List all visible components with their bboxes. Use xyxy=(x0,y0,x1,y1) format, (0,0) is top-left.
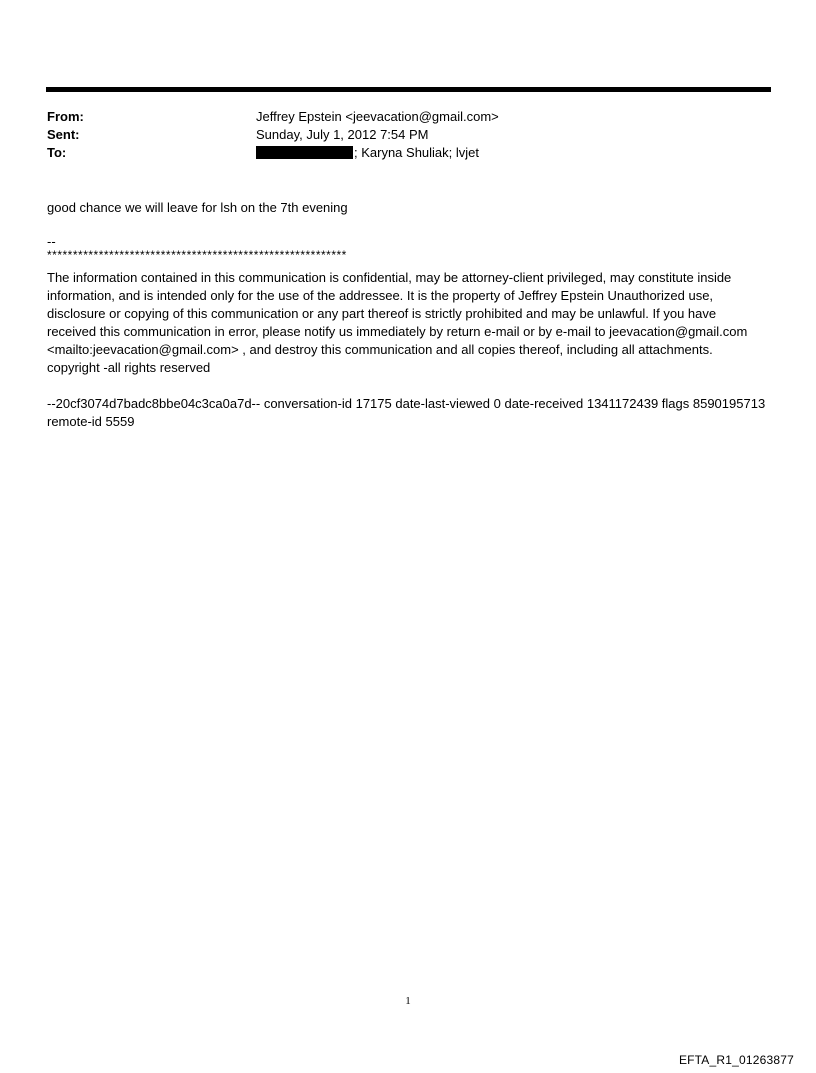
from-value: Jeffrey Epstein <jeevacation@gmail.com> xyxy=(256,109,499,124)
from-label: From: xyxy=(47,109,84,124)
asterisk-divider: ********************************************************** xyxy=(47,248,347,262)
page-number: 1 xyxy=(405,995,411,1007)
header-divider-rule xyxy=(46,87,771,92)
header-to-row xyxy=(47,144,747,161)
to-value-container xyxy=(256,144,479,161)
mime-boundary-metadata: --20cf3074d7badc8bbe04c3ca0a7d-- conversation-id 17175 date-last-viewed 0 date-received 1341172439 flags 8590195713 remote-id 5559 xyxy=(47,396,766,429)
confidentiality-disclaimer: The information contained in this communication is confidential, may be attorney-client privileged, may constitute inside information, and is intended only for the use of the addressee. It is the property of Jeffrey Epstein Unauthorized use, disclosure or copying of this communication or any part thereof is strictly prohibited and may be unlawful. If you have received this communication in error, please notify us immediately by return e-mail or by e-mail to jeevacation@gmail.com <mailto:jeevacation@gmail.com> , and destroy this communication and all copies thereof, including all attachments. copyright -all rights reserved xyxy=(47,270,748,375)
to-value: ; Karyna Shuliak; lvjet xyxy=(354,145,480,160)
bates-number: EFTA_R1_01263877 xyxy=(678,1053,794,1067)
header-from-row xyxy=(47,108,747,125)
sent-label: Sent: xyxy=(47,127,80,142)
signature-separator: -- xyxy=(47,234,56,249)
sent-value: Sunday, July 1, 2012 7:54 PM xyxy=(256,127,429,142)
redaction-block xyxy=(256,146,353,159)
message-body-text: good chance we will leave for lsh on the 7th evening xyxy=(47,200,348,215)
to-label: To: xyxy=(47,145,67,160)
header-sent-row xyxy=(47,126,747,143)
